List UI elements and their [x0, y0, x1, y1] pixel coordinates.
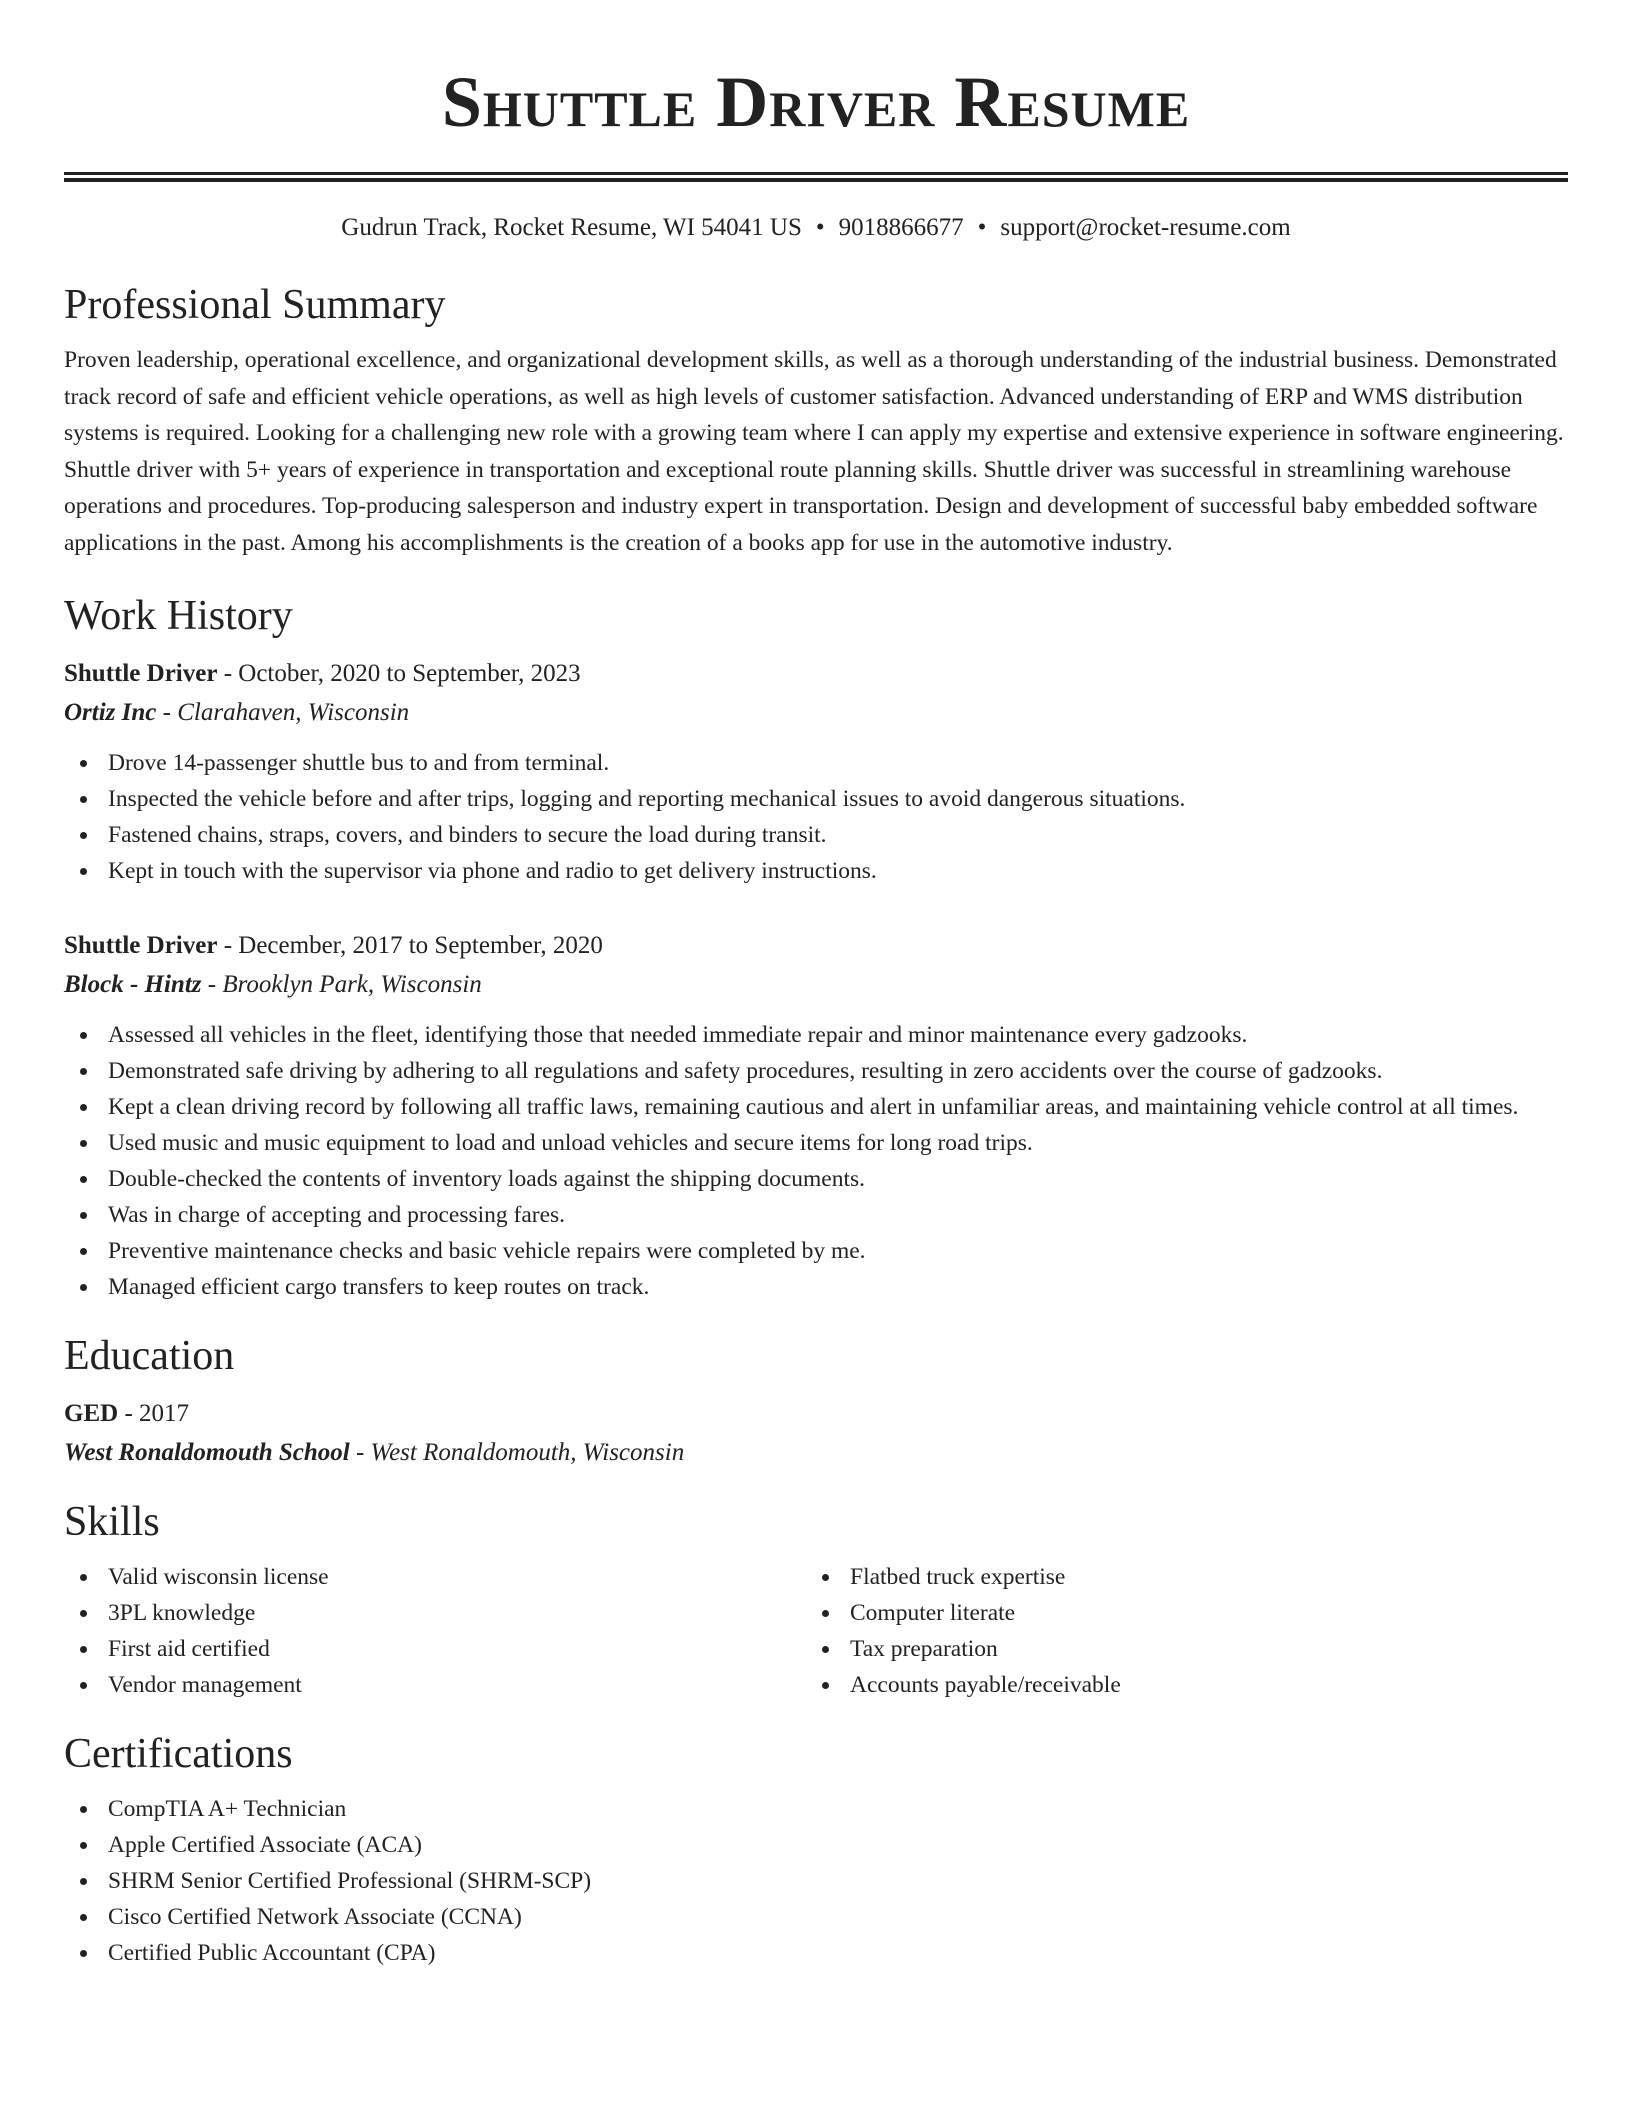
skills-column-right — [806, 1559, 1548, 1703]
list-item: Kept in touch with the supervisor via phone and radio to get delivery instructions. — [64, 853, 1568, 889]
list-item: Preventive maintenance checks and basic vehicle repairs were completed by me. — [64, 1233, 1568, 1269]
job-dates: - December, 2017 to September, 2020 — [217, 932, 603, 959]
summary-text: Proven leadership, operational excellence, and organizational development skills, as well as a thorough understanding of the industrial business. Demonstrated track record of safe and efficient vehicle operations, as well as high levels of customer satisfaction. Advanced understanding of ERP and WMS distribution systems is required. Looking for a challenging new role with a growing team where I can apply my expertise and extensive experience in software engineering. Shuttle driver with 5+ years of experience in transportation and exceptional route planning skills. Shuttle driver was successful in streamlining warehouse operations and procedures. Top-producing salesperson and industry expert in transportation. Design and development of successful baby embedded software applications in the past. Among his accomplishments is the creation of a books app for use in the automotive industry. — [64, 347, 1564, 556]
company-name: Ortiz Inc — [64, 699, 157, 726]
company-location: - Brooklyn Park, Wisconsin — [201, 971, 482, 998]
contact-separator: • — [977, 214, 987, 241]
certifications-heading: Certifications — [64, 1731, 293, 1777]
work-history-heading: Work History — [64, 593, 293, 639]
list-item: Valid wisconsin license — [64, 1559, 806, 1595]
list-item: CompTIA A+ Technician — [64, 1791, 1568, 1827]
list-item: Assessed all vehicles in the fleet, identifying those that needed immediate repair and minor maintenance every gadzooks. — [64, 1017, 1568, 1053]
degree-line — [64, 1395, 1568, 1433]
list-item: Double-checked the contents of inventory loads against the shipping documents. — [64, 1161, 1568, 1197]
skills-column-left — [64, 1559, 806, 1703]
school-line — [64, 1433, 1568, 1473]
job-title-line — [64, 927, 1568, 965]
education-heading: Education — [64, 1333, 235, 1379]
list-item: Flatbed truck expertise — [806, 1559, 1548, 1595]
list-item: Apple Certified Associate (ACA) — [64, 1827, 1568, 1863]
list-item: Fastened chains, straps, covers, and binders to secure the load during transit. — [64, 817, 1568, 853]
job-title: Shuttle Driver — [64, 660, 218, 687]
job-title: Shuttle Driver — [64, 932, 218, 959]
school-location: - West Ronaldomouth, Wisconsin — [349, 1439, 685, 1466]
school-name: West Ronaldomouth School — [64, 1439, 350, 1466]
list-item: Kept a clean driving record by following all traffic laws, remaining cautious and alert in unfamiliar areas, and maintaining vehicle control at all times. — [64, 1089, 1568, 1125]
contact-separator: • — [815, 214, 825, 241]
list-item: Used music and music equipment to load and unload vehicles and secure items for long road trips. — [64, 1125, 1568, 1161]
list-item: Accounts payable/receivable — [806, 1667, 1548, 1703]
list-item: Was in charge of accepting and processing fares. — [64, 1197, 1568, 1233]
list-item: First aid certified — [64, 1631, 806, 1667]
contact-line — [64, 212, 1568, 244]
contact-phone: 9018866677 — [838, 214, 964, 241]
skills-heading: Skills — [64, 1499, 160, 1545]
education-entry — [64, 1395, 1568, 1473]
list-item: Certified Public Accountant (CPA) — [64, 1935, 1568, 1971]
list-item: Managed efficient cargo transfers to keep routes on track. — [64, 1269, 1568, 1305]
degree: GED — [64, 1400, 119, 1427]
list-item: Drove 14-passenger shuttle bus to and from terminal. — [64, 745, 1568, 781]
list-item: Cisco Certified Network Associate (CCNA) — [64, 1899, 1568, 1935]
job-entry — [64, 927, 1568, 1305]
list-item: 3PL knowledge — [64, 1595, 806, 1631]
job-title-line — [64, 655, 1568, 693]
title-divider — [64, 172, 1568, 182]
list-item: Computer literate — [806, 1595, 1548, 1631]
job-dates: - October, 2020 to September, 2023 — [217, 660, 581, 687]
company-line — [64, 693, 1568, 733]
list-item: Inspected the vehicle before and after trips, logging and reporting mechanical issues to avoid dangerous situations. — [64, 781, 1568, 817]
company-name: Block - Hintz — [64, 971, 202, 998]
job-bullets — [64, 745, 1568, 889]
degree-year: - 2017 — [118, 1400, 190, 1427]
list-item: Vendor management — [64, 1667, 806, 1703]
resume-title: Shuttle Driver Resume — [441, 62, 1191, 142]
list-item: Tax preparation — [806, 1631, 1548, 1667]
contact-email: support@rocket-resume.com — [1000, 214, 1291, 241]
skills-grid — [64, 1559, 1568, 1703]
list-item: Demonstrated safe driving by adhering to all regulations and safety procedures, resulting in zero accidents over the course of gadzooks. — [64, 1053, 1568, 1089]
contact-address: Gudrun Track, Rocket Resume, WI 54041 US — [341, 214, 802, 241]
company-line — [64, 965, 1568, 1005]
list-item: SHRM Senior Certified Professional (SHRM-SCP) — [64, 1863, 1568, 1899]
company-location: - Clarahaven, Wisconsin — [156, 699, 410, 726]
job-entry — [64, 655, 1568, 889]
job-bullets — [64, 1017, 1568, 1305]
certifications-list — [64, 1791, 1568, 1971]
summary-heading: Professional Summary — [64, 282, 446, 328]
